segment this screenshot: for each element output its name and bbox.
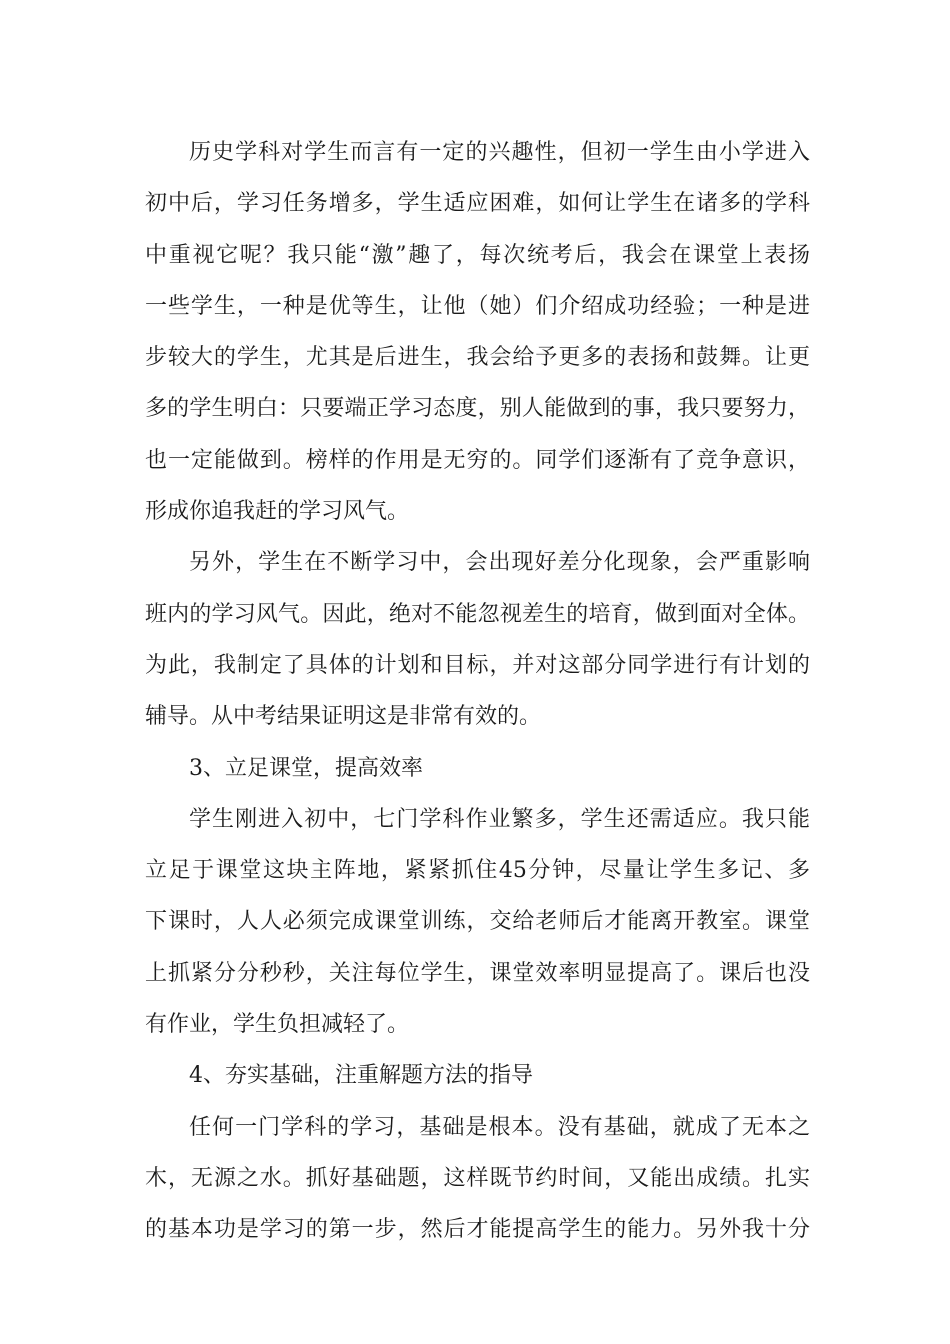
section-heading-3: 3、立足课堂，提高效率: [189, 755, 423, 781]
document-page: [145, 127, 810, 1256]
paragraph-1-line-1: 历史学科对学生而言有一定的兴趣性，但初一学生由小学进入: [189, 140, 810, 165]
paragraph-1-line-5: 步较大的学生，尤其是后进生，我会给予更多的表扬和鼓舞。让更: [145, 345, 810, 371]
paragraph-1-line-4: 一些学生，一种是优等生，让他（她）们介绍成功经验；一种是进: [145, 293, 810, 319]
paragraph-3-line-3: 下课时，人人必须完成课堂训练，交给老师后才能离开教室。课堂: [145, 909, 810, 935]
paragraph-3-line-4: 上抓紧分分秒秒，关注每位学生，课堂效率明显提高了。课后也没: [145, 960, 810, 986]
paragraph-2-line-4: 辅导。从中考结果证明这是非常有效的。: [145, 704, 542, 730]
paragraph-4-line-1: 任何一门学科的学习，基础是根本。没有基础，就成了无本之: [189, 1114, 810, 1140]
paragraph-3-line-1: 学生刚进入初中，七门学科作业繁多，学生还需适应。我只能: [189, 806, 810, 832]
paragraph-1-line-6: 多的学生明白：只要端正学习态度，别人能做到的事，我只要努力，: [145, 396, 810, 422]
paragraph-2-line-1: 另外，学生在不断学习中，会出现好差分化现象，会严重影响: [189, 550, 810, 576]
paragraph-1-line-3: 中重视它呢？我只能“激”趣了，每次统考后，我会在课堂上表扬: [145, 242, 810, 268]
paragraph-1-line-7: 也一定能做到。榜样的作用是无穷的。同学们逐渐有了竞争意识，: [145, 447, 810, 473]
paragraph-2-line-2: 班内的学习风气。因此，绝对不能忽视差生的培育，做到面对全体。: [145, 601, 810, 627]
paragraph-1-line-8: 形成你追我赶的学习风气。: [145, 499, 410, 525]
paragraph-3-line-2: 立足于课堂这块主阵地，紧紧抓住45分钟，尽量让学生多记、多: [145, 858, 810, 884]
paragraph-3-line-5: 有作业，学生负担减轻了。: [145, 1012, 410, 1038]
section-heading-4: 4、夯实基础，注重解题方法的指导: [189, 1063, 533, 1089]
paragraph-2-line-3: 为此，我制定了具体的计划和目标，并对这部分同学进行有计划的: [145, 652, 810, 678]
paragraph-4-line-3: 的基本功是学习的第一步，然后才能提高学生的能力。另外我十分: [145, 1217, 810, 1243]
paragraph-4-line-2: 木，无源之水。抓好基础题，这样既节约时间，又能出成绩。扎实: [145, 1165, 810, 1191]
paragraph-1-line-2: 初中后，学习任务增多，学生适应困难，如何让学生在诸多的学科: [145, 191, 810, 217]
